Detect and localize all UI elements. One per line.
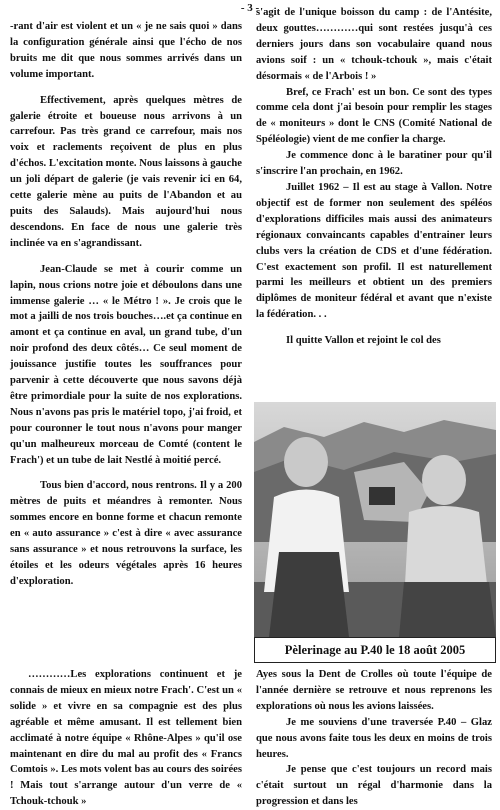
page-number: - 3 - [240,2,260,14]
paragraph: s'agit de l'unique boisson du camp : de l'Antésite, deux gouttes…………qui sont restées jusqu'à ces derniers jours dans son vocabulaire quand nous avions soif : un « tchouk-tchouk », mais c'était désormais « de l'Arbois ! » [256,7,492,82]
paragraph: …………Les explorations continuent et je connais de mieux en mieux notre Frach'. C'est un « solide » et vivre en sa compagnie est des plus agréable et même amusant. Il est tellement bien acclimaté à notre équipe « Rhône-Alpes » qu'il ose maintenant en dire du mal au profit des « Francs Comtois ». Les mots volent bas au cours des soirées ! Mais tout s'arrange autour d'un verre de « Tchouk-tchouk » [10,669,242,808]
right-column-bottom [256,667,492,810]
left-column-top [10,19,242,590]
paragraph: Bref, ce Frach' est un bon. Ce sont des types comme cela dont j'ai besoin pour remplir les stages de « moniteurs » dont le CNS (Comité National de Spéléologie) vient de me confier la charge. [256,86,492,146]
paragraph: -rant d'air est violent et un « je ne sais quoi » dans la configuration générale ainsi que l'écho de nos bruits me dit que nous sommes arrivés dans un volume important. [10,21,242,80]
paragraph: Je commence donc à le baratiner pour qu'il s'inscrire l'an prochain, en 1962. [256,150,492,178]
photo [254,402,496,637]
paragraph: Il quitte Vallon et rejoint le col des [286,335,441,347]
paragraph: Effectivement, après quelques mètres de galerie étroite et boueuse nous arrivons à un carrefour. Pas très grand ce carrefour, mais nos voix et raclements reçoivent de plus en plus d'échos. L'excitation monte. Nous laissons à gauche un joli départ de galerie (je vais revenir ici en 64, cette galerie mène au puits de l'Abandon et au puits des Salauds). Mais aujourd'hui nous descendons. En face de nous une galerie très inclinée va en s'agrandissant. [10,94,242,249]
left-column-bottom [10,667,242,810]
paragraph: Tous bien d'accord, nous rentrons. Il y a 200 mètres de puits et méandres à remonter. Nous sommes encore en bonne forme et chacun remonte en « auto assurance » c'est à dire « avec assurance sans assurance » et nous retrouvons la surface, les étoiles et les odeurs végétales après 16 heures d'exploration. [10,480,242,587]
paragraph: Je me souviens d'une traversée P.40 – Glaz que nous avons faite tous les deux en moins de trois heures. [256,716,492,760]
photo-image [254,402,496,637]
paragraph: Jean-Claude se met à courir comme un lapin, nous crions notre joie et déboulons dans une immense galerie … « le Métro ! ». Je crois que le mot a jailli de nos trois bouches….et ça continue en amont et ça continue en aval, un grand tube, d'un noir profond des deux côtés… Ce seul moment de jouissance justifie toutes les souffrances pour parvenir à cette découverte que nous savons déjà être primordiale pour la suite de nos explorations. Nous n'avons pas pris le matériel topo, j'ai froid, et pour couronner le tout nous n'avons pour manger qu'un malheureux morceau de Comté (content le Frach') et un tube de lait Nestlé à moitié percé. [10,263,242,466]
paragraph: Je pense que c'est toujours un record mais c'était surtout un régal d'harmonie dans la progression et dans les [256,764,492,808]
photo-caption: Pèlerinage au P.40 le 18 août 2005 [254,637,496,663]
paragraph: Ayes sous la Dent de Crolles où toute l'équipe de l'année dernière se retrouve et nous reprenons les explorations où nous les avions laissées. [256,669,492,712]
paragraph: Juillet 1962 – Il est au stage à Vallon. Notre objectif est de former non seulement des spéléos d'explorations difficiles mais aussi des animateurs régionaux convaincants capables d'entrainer leurs clubs vers la création de CDS et d'une fédération. C'est exactement son profil. Il est naturellement parmi les meilleurs et obtient un des premiers diplômes de moniteur fédéral et avant que n'existe la fédération. . . [256,181,492,321]
right-column-top [256,5,492,349]
